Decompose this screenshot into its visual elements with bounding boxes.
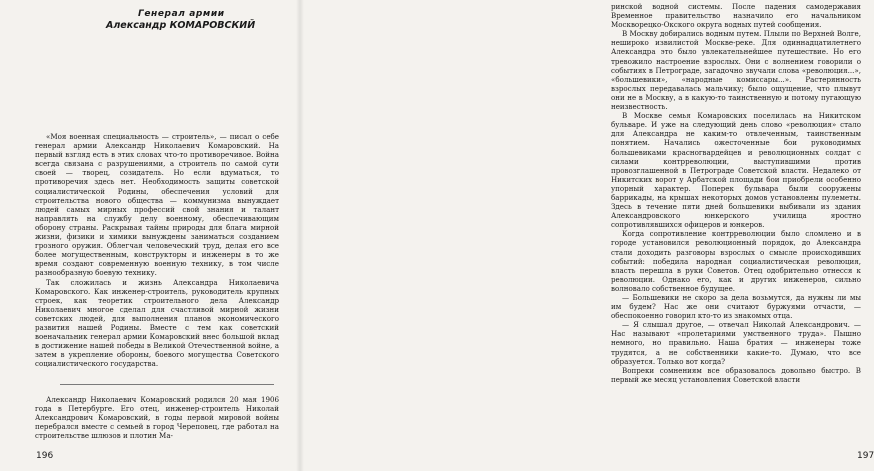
page-number-left: 196	[36, 451, 54, 461]
text-paragraph: «Моя военная специальность — строитель», — писал о себе генерал армии Александр Николаевич Комаровский. На первый взгляд есть в этих словах что-то противоречивое. Война всегда связана с разрушениями, а строитель по самой сути своей — творец, созидатель. Но если вдуматься, то противоречия здесь нет. Необходимость защиты советской социалистической Родины, обеспечения условий для строительства нового общества — коммунизма вынуждает людей самых мирных профессий свой знания и талант направлять на службу делу военному, обеспечивающим оборону страны. Раскрывая тайны природы для блага мирной жизни, физики и химики вынуждены заниматься созданием грозного оружия. Облегчая человеческий труд, делая его все более могущественным, конструкторы и инженеры в то же время создают современную военную технику, в том числе разнообразную боевую технику.	[35, 132, 279, 278]
text-paragraph: В Москве семья Комаровских поселилась на Никитском бульваре. И уже на следующий день слово «революция» стало для Александра не каким-то отвлеченным, таинственным понятием. Начались ожесточенные бои руководимых большевиками красногвардейцев и революционных солдат с силами контрреволюции, выступившими против провозглашенной в Петрограде Советской власти. Недалеко от Никитских ворот у Арбатской площади бои приобрели особенно упорный характер. Поперек бульвара были сооружены баррикады, на крышах некоторых домов установлены пулеметы. Здесь в течение пяти дней большевики выбивали из здания Александровского юнкерского училища яростно сопротивлявшихся офицеров и юнкеров.	[611, 111, 861, 230]
text-paragraph: Александр Николаевич Комаровский родился 20 мая 1906 года в Петербурге. Его отец, инженер-строитель Николай Александрович Комаровский, в годы первой мировой войны перебрался вместе с семьей в город Череповец, где работал на строительстве шлюзов и плотин Ма-	[35, 395, 279, 441]
text-paragraph: — Я слышал другое, — отвечал Николай Александрович. — Нас называют «пролетариями умственного труда». Пышно немного, но правильно. Наша братия — инженеры тоже трудятся, а не собственники какие-то. Думаю, что все образуется. Только вот когда?	[611, 320, 861, 366]
left-page	[0, 0, 300, 471]
text-paragraph: Так сложилась и жизнь Александра Николаевича Комаровского. Как инженер-строитель, руководитель крупных строек, как теоретик строительного дела Александр Николаевич многое сделал для счастливой мирной жизни советских людей, для выполнения планов экономического развития нашей Родины. Вместе с тем как советский военачальник генерал армии Комаровский внес большой вклад в достижение нашей победы в Великой Отечественной войне, а затем в укрепление обороны, боевого могущества Советского социалистического государства.	[35, 277, 279, 369]
text-paragraph: ринской водной системы. После падения самодержавия Временное правительство назначило его начальником Москворецко-Окского округа водных путей сообщения.	[611, 2, 861, 30]
text-paragraph: — Большевики не скоро за дела возьмутся, да нужны ли мы им будем? Нас же они считают буржуями отчасти, — обеспокоенно говорил кто-то из знакомых отца.	[611, 293, 861, 321]
page-number-right: 197	[857, 451, 874, 461]
rank-heading: Генерал армии	[138, 9, 225, 19]
name-heading: Александр КОМАРОВСКИЙ	[106, 20, 256, 31]
right-page	[300, 0, 874, 471]
section-divider	[60, 384, 274, 385]
text-paragraph: Когда сопротивление контрреволюции было сломлено и в городе установился революционный порядок, до Александра стали доходить разговоры взрослых о смысле происходивших событий: победила народная социалистическая революция, власть перешла в руки Советов. Отец одобрительно отнесся к революции. Однако его, как и других инженеров, сильно волновало собственное будущее.	[611, 229, 861, 293]
text-paragraph: Вопреки сомнениям все образовалось довольно быстро. В первый же месяц установления Советской власти	[611, 365, 861, 384]
text-paragraph: В Москву добирались водным путем. Плыли по Верхней Волге, нешироко извилистой Москве-реке. Для одиннадцатилетнего Александра это было увлекательнейшее путешествие. Но его тревожило настроение взрослых. Они с волнением говорили о событиях в Петрограде, загадочно звучали слова «революция...», «большевики», «народные комиссары...». Растерянность взрослых передавалась мальчику; было ощущение, что плывут они не в Москву, а в какую-то таинственную и потому пугающую неизвестность.	[611, 29, 861, 112]
biography-text-block	[35, 395, 279, 440]
right-text-block	[611, 2, 861, 384]
intro-text-block	[35, 132, 279, 368]
